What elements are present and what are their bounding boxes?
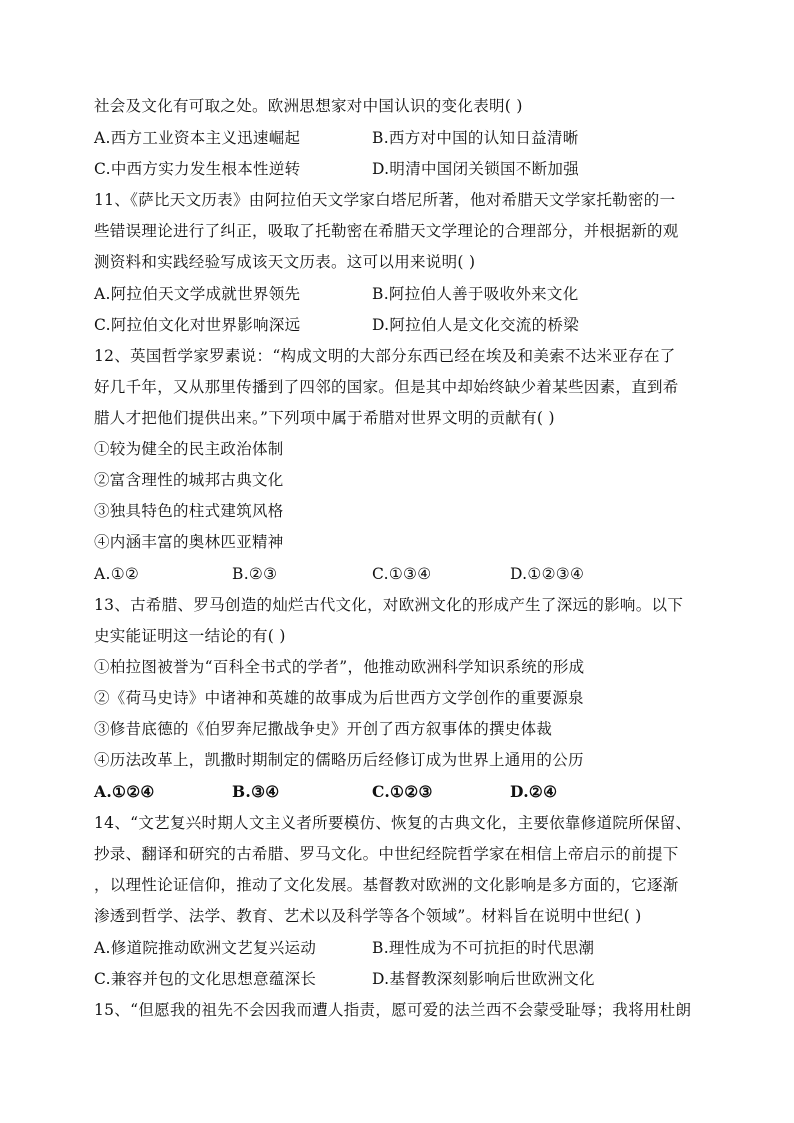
q12-option-d: D.①②③④ xyxy=(510,565,585,583)
q10-option-a: A.西方工业资本主义迅速崛起 xyxy=(94,129,301,147)
q12-item: ④内涵丰富的奥林匹亚精神 xyxy=(94,533,284,551)
q12-item: ②富含理性的城邦古典文化 xyxy=(94,471,284,489)
q10-option-b: B.西方对中国的认知日益清晰 xyxy=(372,129,579,147)
q13-item: ③修昔底德的《伯罗奔尼撒战争史》开创了西方叙事体的撰史体裁 xyxy=(94,720,553,738)
q13-option-b: B.③④ xyxy=(232,782,280,801)
q12-option-a: A.①② xyxy=(94,565,140,583)
q11-option-b: B.阿拉伯人善于吸收外来文化 xyxy=(372,285,579,303)
q14-stem-line: 14、“文艺复兴时期人文主义者所要模仿、恢复的古典文化，主要依靠修道院所保留、 xyxy=(94,814,692,832)
q11-stem-line: 11、《萨比天文历表》由阿拉伯天文学家白塔尼所著，他对希腊天文学家托勒密的一 xyxy=(94,191,676,209)
q15-stem-line: 15、“但愿我的祖先不会因我而遭人指责，愿可爱的法兰西不会蒙受耻辱；我将用杜朗 xyxy=(94,1001,692,1019)
q13-option-c: C.①②③ xyxy=(372,782,433,801)
q12-stem-line: 好几千年，又从那里传播到了四邻的国家。但是其中却始终缺少着某些因素，直到希 xyxy=(94,378,679,396)
q12-stem-line: 12、英国哲学家罗素说：“构成文明的大部分东西已经在埃及和美索不达米亚存在了 xyxy=(94,347,676,365)
q11-option-d: D.阿拉伯人是文化交流的桥梁 xyxy=(372,316,580,334)
intro-line: 社会及文化有可取之处。欧洲思想家对中国认识的变化表明( ) xyxy=(94,97,523,115)
q12-stem-line: 腊人才把他们提供出来。”下列项中属于希腊对世界文明的贡献有( ) xyxy=(94,409,555,427)
q12-item: ③独具特色的柱式建筑风格 xyxy=(94,502,284,520)
q14-option-c: C.兼容并包的文化思想意蕴深长 xyxy=(94,970,317,988)
q10-option-d: D.明清中国闭关锁国不断加强 xyxy=(372,160,580,178)
q14-stem-line: 抄录、翻译和研究的古希腊、罗马文化。中世纪经院哲学家在相信上帝启示的前提下 xyxy=(94,845,679,863)
q11-stem-line: 些错误理论进行了纠正，吸取了托勒密在希腊天文学理论的合理部分，并根据新的观 xyxy=(94,222,679,240)
q11-stem-line: 测资料和实践经验写成该天文历表。这可以用来说明( ) xyxy=(94,253,476,271)
q14-option-a: A.修道院推动欧洲文艺复兴运动 xyxy=(94,939,317,957)
q14-stem-line: ，以理性论证信仰，推动了文化发展。基督教对欧洲的文化影响是多方面的，它逐渐 xyxy=(94,876,679,894)
q13-option-d: D.②④ xyxy=(510,782,558,801)
q14-option-b: B.理性成为不可抗拒的时代思潮 xyxy=(372,939,595,957)
q12-option-c: C.①③④ xyxy=(372,565,432,583)
q13-option-a: A.①②④ xyxy=(94,782,155,801)
q13-item: ④历法改革上，凯撒时期制定的儒略历后经修订成为世界上通用的公历 xyxy=(94,751,584,769)
q11-option-a: A.阿拉伯天文学成就世界领先 xyxy=(94,285,301,303)
q11-option-c: C.阿拉伯文化对世界影响深远 xyxy=(94,316,301,334)
q13-stem-line: 史实能证明这一结论的有( ) xyxy=(94,627,286,645)
q10-option-c: C.中西方实力发生根本性逆转 xyxy=(94,160,301,178)
q13-stem-line: 13、古希腊、罗马创造的灿烂古代文化，对欧洲文化的形成产生了深远的影响。以下 xyxy=(94,596,684,614)
q12-option-b: B.②③ xyxy=(232,565,278,583)
q13-item: ②《荷马史诗》中诸神和英雄的故事成为后世西方文学创作的重要源泉 xyxy=(94,689,584,707)
q13-item: ①柏拉图被誉为“百科全书式的学者”，他推动欧洲科学知识系统的形成 xyxy=(94,658,585,676)
q14-stem-line: 渗透到哲学、法学、教育、艺术以及科学等各个领域”。材料旨在说明中世纪( ) xyxy=(94,907,642,925)
q14-option-d: D.基督教深刻影响后世欧洲文化 xyxy=(372,970,595,988)
q12-item: ①较为健全的民主政治体制 xyxy=(94,440,284,458)
